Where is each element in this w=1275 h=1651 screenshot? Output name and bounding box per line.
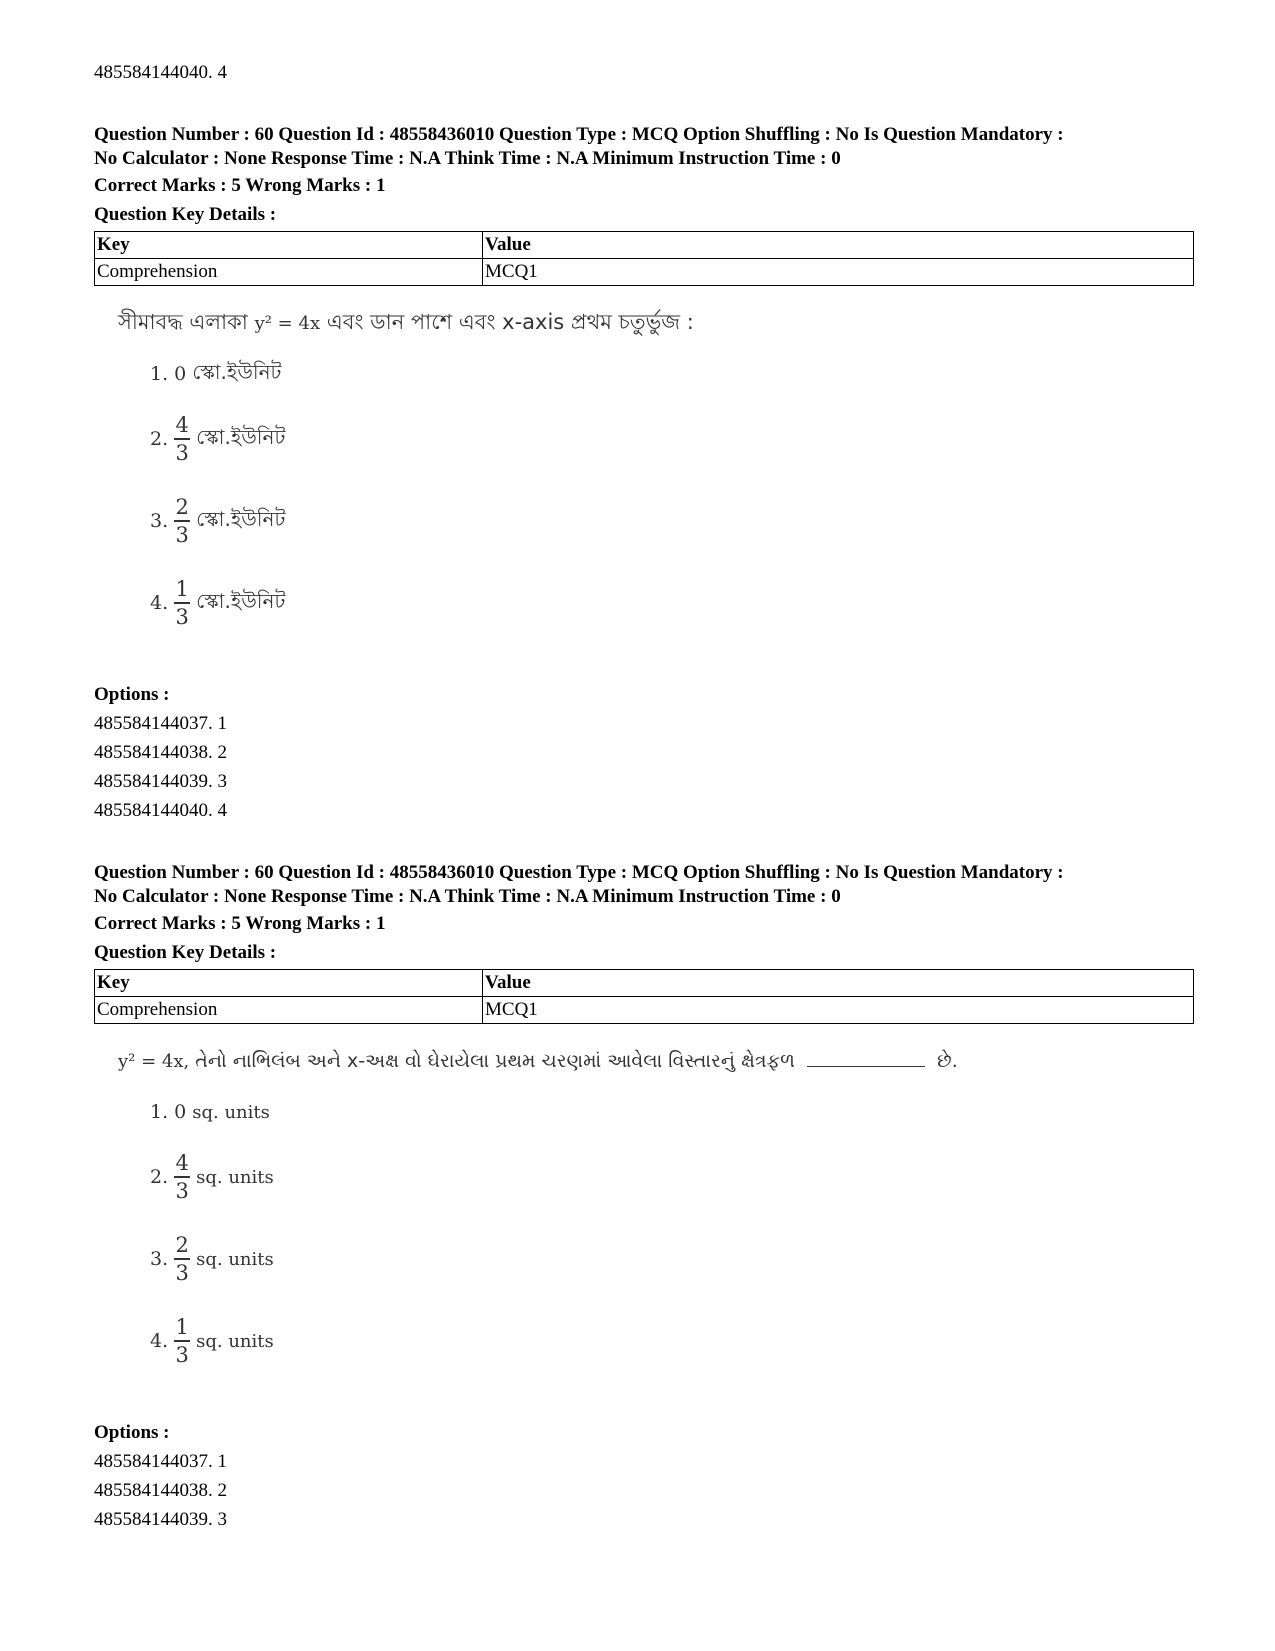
choice-3: 3. $\frac{2}{3}$ sq. units xyxy=(150,1233,274,1285)
question-image xyxy=(118,1046,1194,1406)
choice-2: 2. $\frac{4}{3}$ sq. units xyxy=(150,1151,274,1203)
question-meta-line2: No Calculator : None Response Time : N.A Think Time : N.A Minimum Instruction Time : 0 xyxy=(94,886,841,907)
choice-1: 1. 0 sq. units xyxy=(150,1101,270,1123)
table-header-value: Value xyxy=(483,970,1194,997)
question-meta-line1: Question Number : 60 Question Id : 48558436010 Question Type : MCQ Option Shuffling : No Is Question Mandatory : xyxy=(94,862,1064,883)
fraction: $\frac{4}{3}$ xyxy=(175,413,189,465)
key-details-label: Question Key Details : xyxy=(94,204,277,225)
question-meta-line2: No Calculator : None Response Time : N.A Think Time : N.A Minimum Instruction Time : 0 xyxy=(94,148,841,169)
table-row xyxy=(95,259,1194,286)
option-line: 485584144037. 1 xyxy=(94,713,227,734)
choice-4: 4. $\frac{1}{3}$ sq. units xyxy=(150,1315,274,1367)
table-header-value: Value xyxy=(483,232,1194,259)
key-details-table xyxy=(94,231,1194,286)
table-cell-key: Comprehension xyxy=(95,997,483,1024)
question-meta-line1: Question Number : 60 Question Id : 48558436010 Question Type : MCQ Option Shuffling : No Is Question Mandatory : xyxy=(94,124,1064,145)
table-header-key: Key xyxy=(95,970,483,997)
option-line: 485584144038. 2 xyxy=(94,742,227,763)
option-line: 485584144037. 1 xyxy=(94,1451,227,1472)
table-cell-key: Comprehension xyxy=(95,259,483,286)
option-line: 485584144039. 3 xyxy=(94,771,227,792)
fraction: $\frac{4}{3}$ xyxy=(175,1151,189,1203)
table-header-row xyxy=(95,970,1194,997)
table-row xyxy=(95,997,1194,1024)
option-line: 485584144040. 4 xyxy=(94,62,227,83)
choice-2: 2. $\frac{4}{3}$ স্কো.ইউনিট xyxy=(150,413,286,465)
options-label: Options : xyxy=(94,1422,170,1443)
choice-1: 1. 0 স্কো.ইউনিট xyxy=(150,359,282,385)
key-details-table xyxy=(94,969,1194,1024)
fraction: $\frac{1}{3}$ xyxy=(175,577,189,629)
choice-3: 3. $\frac{2}{3}$ স্কো.ইউনিট xyxy=(150,495,286,547)
fraction: $\frac{2}{3}$ xyxy=(175,495,189,547)
question-image xyxy=(118,308,1194,668)
option-line: 485584144039. 3 xyxy=(94,1509,227,1530)
marks-line: Correct Marks : 5 Wrong Marks : 1 xyxy=(94,175,386,196)
document-page xyxy=(94,58,1194,1534)
table-cell-value: MCQ1 xyxy=(483,259,1194,286)
fraction: $\frac{1}{3}$ xyxy=(175,1315,189,1367)
options-label: Options : xyxy=(94,684,170,705)
table-header-row xyxy=(95,232,1194,259)
fraction: $\frac{2}{3}$ xyxy=(175,1233,189,1285)
question-block xyxy=(94,861,1194,1534)
table-cell-value: MCQ1 xyxy=(483,997,1194,1024)
table-header-key: Key xyxy=(95,232,483,259)
marks-line: Correct Marks : 5 Wrong Marks : 1 xyxy=(94,913,386,934)
question-stem: সীমাবদ্ধ এলাকা y² = 4x এবং ডান পাশে এবং x-axis প্রথম চতুর্ভুজ : xyxy=(118,310,694,334)
answer-blank xyxy=(807,1046,925,1067)
option-line: 485584144040. 4 xyxy=(94,800,227,821)
question-block xyxy=(94,123,1194,825)
key-details-label: Question Key Details : xyxy=(94,942,277,963)
option-line: 485584144038. 2 xyxy=(94,1480,227,1501)
question-stem: y² = 4x, તેનો નાભિલંબ અને x-અક્ષ વો ઘેરાયેલા પ્રથમ ચરણમાં આવેલા વિસ્તારનું ક્ષેત્રફળ છે. xyxy=(118,1046,1194,1076)
choice-4: 4. $\frac{1}{3}$ স্কো.ইউনিট xyxy=(150,577,286,629)
